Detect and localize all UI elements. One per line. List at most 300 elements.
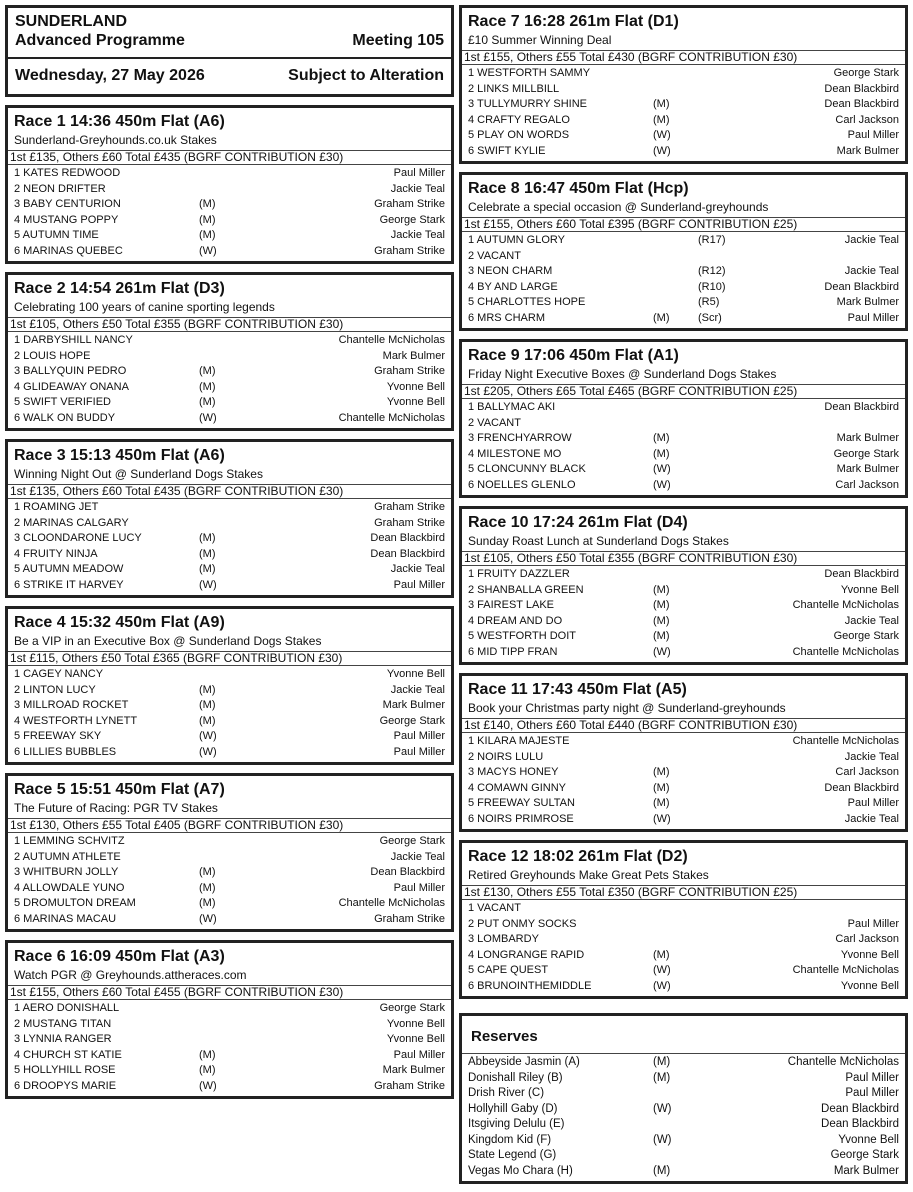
runner-sex: (W)	[199, 1079, 217, 1092]
runner-row	[468, 311, 899, 327]
runner-row	[14, 1001, 445, 1017]
reserve-row	[468, 1071, 899, 1087]
runner-name: 6 DROOPYS MARIE	[14, 1079, 117, 1092]
runner-sex: (M)	[199, 563, 216, 575]
runner-trainer: Jackie Teal	[844, 750, 899, 763]
runner-sex: (M)	[653, 447, 670, 460]
race-subtitle: Sunderland-Greyhounds.co.uk Stakes	[14, 133, 217, 147]
runner-name: 5 WESTFORTH DOIT	[468, 630, 576, 642]
runner-name: 3 FAIREST LAKE	[468, 599, 555, 611]
race-subtitle: Book your Christmas party night @ Sunderland-greyhounds	[468, 701, 786, 715]
runner-name: 1 LEMMING SCHVITZ	[14, 835, 125, 847]
runner-name: 5 AUTUMN MEADOW	[14, 563, 124, 575]
race-subtitle: Celebrate a special occasion @ Sunderland-greyhounds	[468, 200, 769, 214]
runner-row	[14, 395, 445, 411]
runner-row	[468, 750, 899, 766]
reserves-title: Reserves	[462, 1016, 905, 1054]
prize-money: 1st £140, Others £60 Total £440 (BGRF CONTRIBUTION £30)	[462, 718, 905, 733]
runner-sex: (W)	[653, 129, 671, 141]
runner-sex: (M)	[653, 781, 670, 794]
runner-sex: (M)	[653, 766, 670, 778]
runner-row	[14, 531, 445, 547]
race-subtitle: Friday Night Executive Boxes @ Sunderland Dogs Stakes	[468, 367, 777, 381]
runner-row	[14, 228, 445, 244]
runner-name: 3 BALLYQUIN PEDRO	[14, 365, 127, 377]
runner-note: (R12)	[698, 265, 726, 277]
runner-sex: (M)	[653, 630, 670, 642]
runner-sex: (M)	[199, 532, 216, 544]
runner-name: 4 CHURCH ST KATIE	[14, 1048, 122, 1061]
runner-trainer: Graham Strike	[374, 1079, 445, 1092]
runner-trainer: Chantelle McNicholas	[792, 964, 899, 976]
race-card	[459, 172, 908, 331]
runner-name: 2 VACANT	[468, 249, 521, 262]
race-subtitle: Watch PGR @ Greyhounds.attheraces.com	[14, 968, 247, 982]
runner-trainer: Dean Blackbird	[370, 532, 445, 544]
reserves-card	[459, 1013, 908, 1184]
runner-row	[468, 144, 899, 160]
runner-trainer: Yvonne Bell	[386, 396, 445, 408]
track-name-row	[15, 12, 444, 31]
runner-sex: (M)	[653, 432, 670, 444]
runner-sex: (W)	[653, 463, 671, 475]
runner-row	[468, 128, 899, 144]
runner-name: 1 FRUITY DAZZLER	[468, 568, 570, 580]
reserve-trainer: Paul Miller	[845, 1087, 899, 1099]
runner-name: 6 WALK ON BUDDY	[14, 411, 116, 424]
race-card	[459, 5, 908, 164]
track-name: SUNDERLAND	[15, 13, 127, 30]
runner-row	[468, 765, 899, 781]
runner-sex: (M)	[199, 714, 216, 727]
runner-trainer: Mark Bulmer	[382, 1064, 445, 1076]
meeting-number: Meeting 105	[352, 32, 444, 49]
runner-name: 6 SWIFT KYLIE	[468, 144, 546, 157]
runner-name: 2 NOIRS LULU	[468, 750, 544, 763]
reserve-row	[468, 1117, 899, 1133]
runner-list	[462, 399, 905, 495]
runner-row	[14, 1017, 445, 1033]
runner-list	[8, 499, 451, 595]
runner-trainer: Jackie Teal	[844, 265, 899, 277]
runner-trainer: Chantelle McNicholas	[338, 897, 445, 909]
prize-money: 1st £105, Others £50 Total £355 (BGRF CONTRIBUTION £30)	[462, 551, 905, 566]
runner-sex: (M)	[199, 229, 216, 241]
runner-trainer: Mark Bulmer	[836, 144, 899, 157]
runner-trainer: Jackie Teal	[390, 229, 445, 241]
reserve-name: Hollyhill Gaby (D)	[468, 1102, 558, 1115]
runner-row	[468, 948, 899, 964]
runner-name: 4 WESTFORTH LYNETT	[14, 714, 138, 727]
runner-name: 3 MILLROAD ROCKET	[14, 699, 129, 711]
runner-sex: (M)	[653, 311, 670, 324]
reserve-row	[468, 1055, 899, 1071]
runner-name: 1 CAGEY NANCY	[14, 668, 104, 680]
race-title: Race 3 15:13 450m Flat (A6)	[14, 447, 225, 464]
meeting-date: Wednesday, 27 May 2026	[15, 67, 205, 84]
runner-row	[468, 113, 899, 129]
runner-row	[468, 979, 899, 995]
prize-money: 1st £135, Others £60 Total £435 (BGRF CONTRIBUTION £30)	[8, 150, 451, 165]
runner-sex: (M)	[199, 365, 216, 377]
race-card	[5, 105, 454, 264]
runner-row	[468, 917, 899, 933]
runner-row	[14, 562, 445, 578]
runner-sex: (M)	[199, 897, 216, 909]
prize-money: 1st £135, Others £60 Total £435 (BGRF CONTRIBUTION £30)	[8, 484, 451, 499]
runner-row	[468, 614, 899, 630]
runner-name: 3 LYNNIA RANGER	[14, 1033, 112, 1045]
runner-name: 2 AUTUMN ATHLETE	[14, 850, 121, 863]
runner-name: 2 SHANBALLA GREEN	[468, 583, 584, 596]
runner-row	[468, 963, 899, 979]
runner-name: 3 WHITBURN JOLLY	[14, 866, 119, 878]
runner-name: 1 AUTUMN GLORY	[468, 234, 565, 246]
reserve-name: Abbeyside Jasmin (A)	[468, 1056, 580, 1068]
runner-row	[14, 364, 445, 380]
reserve-row	[468, 1102, 899, 1118]
runner-trainer: Yvonne Bell	[840, 979, 899, 992]
runner-row	[468, 932, 899, 948]
race-card	[5, 606, 454, 765]
header-divider	[8, 57, 451, 59]
runner-trainer: Paul Miller	[393, 578, 445, 591]
runner-name: 4 LONGRANGE RAPID	[468, 948, 585, 961]
runner-name: 2 VACANT	[468, 416, 521, 429]
runner-trainer: Graham Strike	[374, 501, 445, 513]
runner-row	[14, 349, 445, 365]
runner-trainer: Graham Strike	[374, 912, 445, 925]
runner-name: 6 LILLIES BUBBLES	[14, 745, 117, 758]
runner-name: 5 FREEWAY SULTAN	[468, 797, 575, 809]
runner-name: 1 ROAMING JET	[14, 501, 99, 513]
runner-sex: (M)	[199, 699, 216, 711]
race-title: Race 11 17:43 450m Flat (A5)	[468, 681, 687, 698]
runner-row	[468, 264, 899, 280]
runner-trainer: Dean Blackbird	[824, 568, 899, 580]
runner-row	[468, 901, 899, 917]
runner-sex: (W)	[199, 745, 217, 758]
runner-sex: (M)	[199, 683, 216, 696]
runner-trainer: Chantelle McNicholas	[792, 645, 899, 658]
runner-row	[14, 547, 445, 563]
runner-sex: (W)	[199, 244, 217, 257]
runner-row	[468, 598, 899, 614]
runner-trainer: Jackie Teal	[390, 182, 445, 195]
runner-name: 5 CHARLOTTES HOPE	[468, 296, 586, 308]
runner-name: 4 COMAWN GINNY	[468, 781, 566, 794]
runner-trainer: Mark Bulmer	[382, 349, 445, 362]
race-subtitle: Be a VIP in an Executive Box @ Sunderland Dogs Stakes	[14, 634, 322, 648]
runner-row	[468, 66, 899, 82]
right-column	[459, 5, 908, 1192]
race-subtitle: Retired Greyhounds Make Great Pets Stakes	[468, 868, 709, 882]
runner-sex: (W)	[653, 812, 671, 825]
race-title: Race 5 15:51 450m Flat (A7)	[14, 781, 225, 798]
runner-row	[468, 233, 899, 249]
runner-trainer: Jackie Teal	[844, 812, 899, 825]
reserve-name: State Legend (G)	[468, 1149, 557, 1161]
runner-trainer: Paul Miller	[393, 167, 445, 179]
race-subtitle: Winning Night Out @ Sunderland Dogs Stakes	[14, 467, 263, 481]
runner-row	[14, 683, 445, 699]
reserve-sex: (M)	[653, 1056, 671, 1068]
runner-name: 1 BALLYMAC AKI	[468, 401, 556, 413]
runner-trainer: George Stark	[379, 1002, 445, 1014]
runner-name: 1 DARBYSHILL NANCY	[14, 334, 133, 346]
race-card	[459, 673, 908, 832]
runner-row	[14, 578, 445, 594]
runner-trainer: George Stark	[379, 714, 445, 727]
runner-name: 4 MUSTANG POPPY	[14, 213, 119, 226]
runner-trainer: Graham Strike	[374, 365, 445, 377]
runner-list	[462, 65, 905, 161]
runner-row	[14, 380, 445, 396]
runner-trainer: Paul Miller	[847, 311, 899, 324]
runner-name: 4 FRUITY NINJA	[14, 547, 98, 560]
reserves-list	[462, 1054, 905, 1181]
reserve-trainer: Dean Blackbird	[821, 1102, 899, 1115]
runner-trainer: Paul Miller	[847, 129, 899, 141]
runner-row	[14, 213, 445, 229]
race-title: Race 8 16:47 450m Flat (Hcp)	[468, 180, 689, 197]
runner-row	[14, 244, 445, 260]
runner-trainer: Dean Blackbird	[824, 781, 899, 794]
runner-sex: (M)	[653, 113, 670, 126]
runner-trainer: Chantelle McNicholas	[792, 735, 899, 747]
reserve-sex: (M)	[653, 1164, 671, 1177]
runner-list	[8, 833, 451, 929]
race-card	[459, 840, 908, 999]
runner-list	[8, 1000, 451, 1096]
runner-trainer: Jackie Teal	[390, 563, 445, 575]
race-card	[459, 339, 908, 498]
runner-name: 4 BY AND LARGE	[468, 280, 558, 293]
reserve-sex: (M)	[653, 1071, 671, 1084]
runner-name: 5 SWIFT VERIFIED	[14, 396, 111, 408]
runner-sex: (M)	[199, 1064, 216, 1076]
runner-sex: (M)	[199, 380, 216, 393]
programme-row	[15, 31, 444, 50]
runner-name: 6 MRS CHARM	[468, 311, 546, 324]
left-column	[5, 5, 454, 1107]
race-title: Race 7 16:28 261m Flat (D1)	[468, 13, 679, 30]
race-card	[459, 506, 908, 665]
runner-row	[468, 431, 899, 447]
runner-trainer: Dean Blackbird	[824, 98, 899, 110]
runner-trainer: Paul Miller	[393, 881, 445, 894]
runner-name: 6 MID TIPP FRAN	[468, 645, 558, 658]
runner-trainer: Graham Strike	[374, 244, 445, 257]
runner-trainer: Mark Bulmer	[382, 699, 445, 711]
runner-trainer: Chantelle McNicholas	[792, 599, 899, 611]
runner-sex: (M)	[199, 213, 216, 226]
runner-sex: (M)	[653, 948, 670, 961]
runner-name: 2 LINTON LUCY	[14, 683, 96, 696]
runner-trainer: Yvonne Bell	[840, 948, 899, 961]
runner-name: 3 MACYS HONEY	[468, 766, 559, 778]
runner-row	[468, 812, 899, 828]
runner-list	[462, 566, 905, 662]
runner-trainer: Jackie Teal	[390, 850, 445, 863]
prize-money: 1st £130, Others £55 Total £405 (BGRF CONTRIBUTION £30)	[8, 818, 451, 833]
runner-row	[468, 82, 899, 98]
runner-sex: (W)	[653, 645, 671, 658]
race-card	[5, 940, 454, 1099]
reserve-row	[468, 1148, 899, 1164]
runner-name: 6 MARINAS QUEBEC	[14, 244, 123, 257]
runner-row	[468, 583, 899, 599]
reserve-trainer: Paul Miller	[845, 1071, 899, 1084]
reserve-row	[468, 1164, 899, 1180]
runner-sex: (W)	[199, 411, 217, 424]
race-title: Race 4 15:32 450m Flat (A9)	[14, 614, 225, 631]
runner-row	[14, 500, 445, 516]
runner-row	[14, 166, 445, 182]
runner-row	[468, 97, 899, 113]
race-subtitle: Celebrating 100 years of canine sporting legends	[14, 300, 275, 314]
race-card	[5, 272, 454, 431]
runner-row	[14, 745, 445, 761]
runner-name: 1 AERO DONISHALL	[14, 1002, 120, 1014]
race-title: Race 10 17:24 261m Flat (D4)	[468, 514, 688, 531]
runner-trainer: Paul Miller	[847, 797, 899, 809]
runner-sex: (W)	[653, 144, 671, 157]
runner-row	[468, 734, 899, 750]
runner-trainer: Graham Strike	[374, 516, 445, 529]
runner-trainer: Carl Jackson	[835, 478, 899, 491]
runner-name: 5 CLONCUNNY BLACK	[468, 463, 586, 475]
runner-name: 4 DREAM AND DO	[468, 614, 563, 627]
runner-trainer: Chantelle McNicholas	[338, 411, 445, 424]
runner-row	[14, 1063, 445, 1079]
runner-row	[468, 416, 899, 432]
reserve-name: Donishall Riley (B)	[468, 1071, 563, 1084]
runner-row	[468, 796, 899, 812]
runner-note: (R17)	[698, 234, 726, 246]
race-title: Race 12 18:02 261m Flat (D2)	[468, 848, 688, 865]
runner-name: 6 BRUNOINTHEMIDDLE	[468, 979, 592, 992]
runner-trainer: Jackie Teal	[390, 683, 445, 696]
runner-trainer: Dean Blackbird	[370, 547, 445, 560]
runner-name: 5 DROMULTON DREAM	[14, 897, 136, 909]
prize-money: 1st £130, Others £55 Total £350 (BGRF CONTRIBUTION £25)	[462, 885, 905, 900]
runner-sex: (M)	[653, 614, 670, 627]
runner-name: 2 MARINAS CALGARY	[14, 516, 129, 529]
runner-sex: (M)	[199, 547, 216, 560]
runner-sex: (W)	[199, 912, 217, 925]
runner-row	[468, 447, 899, 463]
prize-money: 1st £115, Others £50 Total £365 (BGRF CONTRIBUTION £30)	[8, 651, 451, 666]
runner-name: 6 NOELLES GLENLO	[468, 478, 576, 491]
runner-list	[8, 666, 451, 762]
runner-trainer: Yvonne Bell	[840, 583, 899, 596]
runner-trainer: Graham Strike	[374, 198, 445, 210]
reserve-sex: (W)	[653, 1102, 672, 1115]
reserve-sex: (W)	[653, 1133, 672, 1146]
runner-name: 3 TULLYMURRY SHINE	[468, 98, 588, 110]
alteration-notice: Subject to Alteration	[288, 67, 444, 84]
reserve-trainer: Mark Bulmer	[833, 1164, 899, 1177]
runner-trainer: Paul Miller	[393, 730, 445, 742]
runner-trainer: George Stark	[833, 630, 899, 642]
race-card	[5, 773, 454, 932]
reserve-name: Vegas Mo Chara (H)	[468, 1164, 573, 1177]
runner-name: 4 ALLOWDALE YUNO	[14, 881, 125, 894]
reserve-row	[468, 1086, 899, 1102]
runner-row	[468, 462, 899, 478]
runner-name: 2 PUT ONMY SOCKS	[468, 917, 577, 930]
runner-list	[462, 900, 905, 996]
race-subtitle: The Future of Racing: PGR TV Stakes	[14, 801, 218, 815]
runner-row	[14, 834, 445, 850]
runner-name: 2 LINKS MILLBILL	[468, 82, 560, 95]
runner-row	[468, 645, 899, 661]
runner-name: 2 NEON DRIFTER	[14, 182, 106, 195]
runner-trainer: Mark Bulmer	[836, 463, 899, 475]
runner-name: 6 STRIKE IT HARVEY	[14, 578, 124, 591]
runner-trainer: Yvonne Bell	[386, 668, 445, 680]
runner-name: 2 MUSTANG TITAN	[14, 1017, 112, 1030]
runner-trainer: Paul Miller	[393, 1048, 445, 1061]
runner-trainer: George Stark	[379, 213, 445, 226]
runner-name: 1 KATES REDWOOD	[14, 167, 121, 179]
runner-name: 5 HOLLYHILL ROSE	[14, 1064, 116, 1076]
runner-row	[14, 516, 445, 532]
runner-name: 4 GLIDEAWAY ONANA	[14, 380, 129, 393]
runner-row	[14, 411, 445, 427]
prize-money: 1st £155, Others £60 Total £455 (BGRF CONTRIBUTION £30)	[8, 985, 451, 1000]
runner-row	[14, 667, 445, 683]
runner-name: 1 VACANT	[468, 902, 521, 914]
runner-sex: (M)	[653, 583, 670, 596]
runner-row	[14, 881, 445, 897]
runner-sex: (W)	[653, 964, 671, 976]
runner-name: 2 LOUIS HOPE	[14, 349, 91, 362]
race-title: Race 9 17:06 450m Flat (A1)	[468, 347, 679, 364]
runner-sex: (M)	[199, 198, 216, 210]
runner-sex: (M)	[199, 881, 216, 894]
runner-trainer: Dean Blackbird	[824, 82, 899, 95]
runner-sex: (M)	[199, 1048, 216, 1061]
race-title: Race 2 14:54 261m Flat (D3)	[14, 280, 225, 297]
runner-list	[8, 332, 451, 428]
reserve-row	[468, 1133, 899, 1149]
runner-trainer: Mark Bulmer	[836, 296, 899, 308]
race-title: Race 1 14:36 450m Flat (A6)	[14, 113, 225, 130]
runner-name: 5 PLAY ON WORDS	[468, 129, 570, 141]
reserve-trainer: Chantelle McNicholas	[787, 1056, 899, 1068]
runner-row	[468, 400, 899, 416]
runner-name: 3 BABY CENTURION	[14, 198, 121, 210]
runner-name: 6 NOIRS PRIMROSE	[468, 812, 574, 825]
reserve-name: Drish River (C)	[468, 1087, 545, 1099]
runner-trainer: Jackie Teal	[844, 614, 899, 627]
runner-name: 3 LOMBARDY	[468, 933, 539, 945]
runner-name: 1 KILARA MAJESTE	[468, 735, 570, 747]
runner-name: 3 FRENCHYARROW	[468, 432, 572, 444]
runner-list	[8, 165, 451, 261]
runner-name: 3 CLOONDARONE LUCY	[14, 532, 142, 544]
runner-row	[468, 295, 899, 311]
runner-row	[468, 567, 899, 583]
reserve-name: Itsgiving Delulu (E)	[468, 1118, 565, 1130]
reserve-trainer: Dean Blackbird	[821, 1118, 899, 1130]
runner-trainer: George Stark	[833, 67, 899, 79]
reserve-trainer: George Stark	[830, 1149, 899, 1161]
runner-row	[468, 629, 899, 645]
runner-row	[14, 333, 445, 349]
